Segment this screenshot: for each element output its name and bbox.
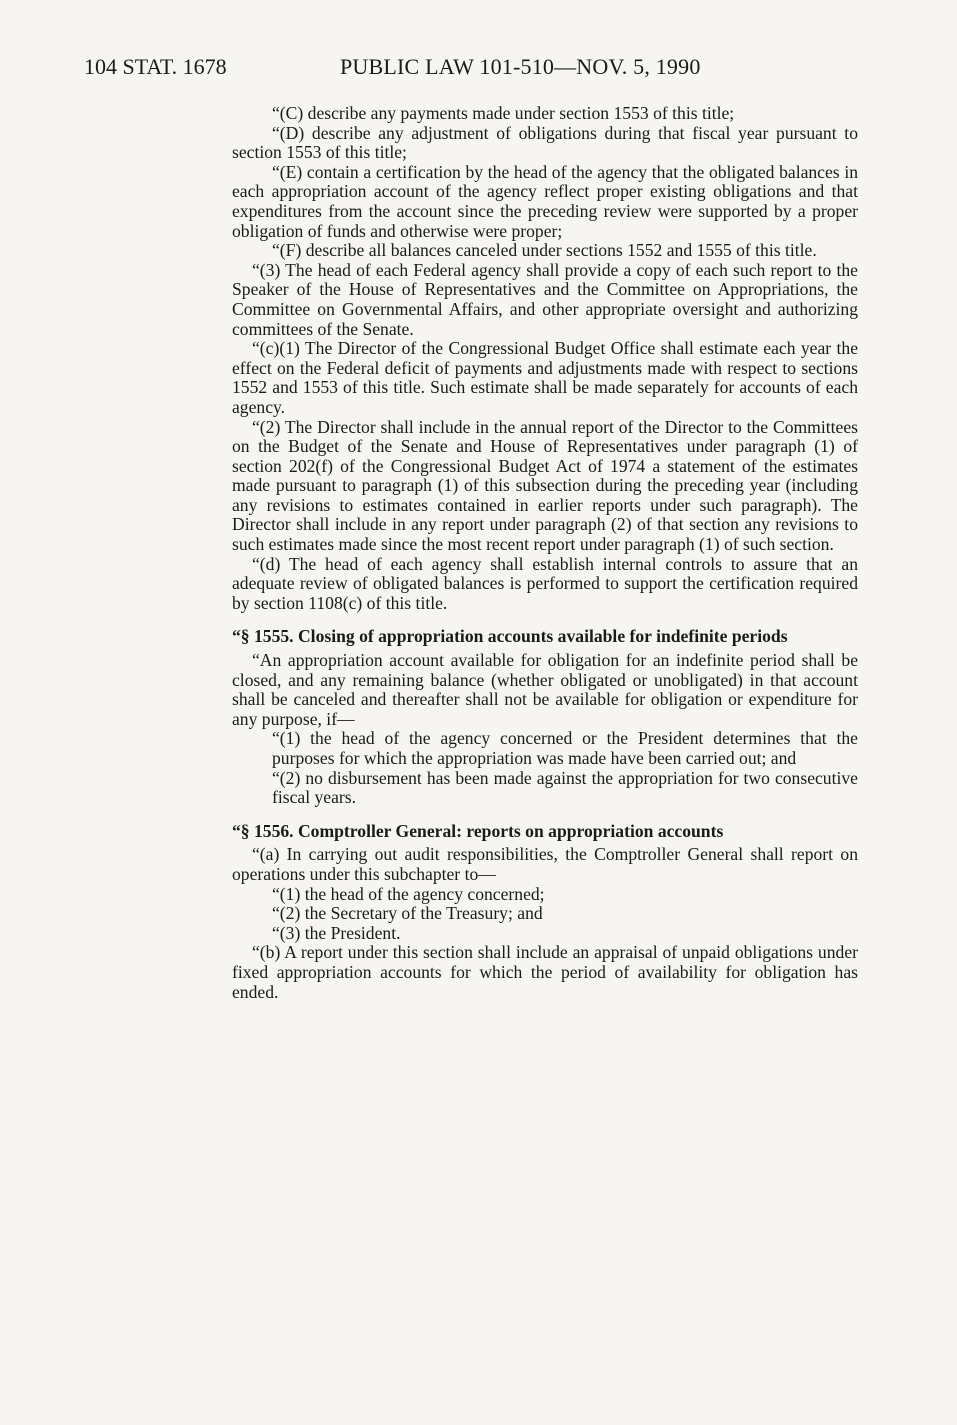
clause-f: “(F) describe all balances canceled under sections 1552 and 1555 of this title. — [272, 240, 817, 261]
public-law-title: PUBLIC LAW 101-510—NOV. 5, 1990 — [340, 54, 701, 79]
subsection-c-1: “(c)(1) The Director of the Congressional Budget Office shall estimate each year the effect on the Federal deficit of payments and adjustments made with respect to sections 1552 and 1553 of this title. Such estimate shall be made separately for accounts of each agency. — [232, 338, 858, 417]
clause-e: “(E) contain a certification by the head of the agency that the obligated balances in each appropriation account of the agency reflect proper existing obligations and that expenditures from the account since the preceding review were supported by a proper obligation of funds and otherwise were proper; — [232, 161, 858, 241]
clause-d: “(D) describe any adjustment of obligations during that fiscal year pursuant to section 1553 of this title; — [232, 122, 858, 163]
section-1556-item-1: “(1) the head of the agency concerned; — [272, 883, 545, 904]
section-1556-heading: “§ 1556. Comptroller General: reports on appropriation accounts — [232, 820, 724, 841]
paragraph-2: “(2) The Director shall include in the annual report of the Director to the Committees on the Budget of the Senate and House of Representatives under paragraph (1) of section 202(f) of the Congressional Budget Act of 1974 a statement of the estimates made pursuant to paragraph (1) of this subsection during the preceding year (including any revisions to estimates contained in earlier reports under such paragraph). The Director shall include in any report under paragraph (2) of that section any revisions to such estimates made since the most recent report under paragraph (1) of such section. — [232, 416, 858, 555]
section-1555-clause-1: “(1) the head of the agency concerned or the President determines that the purposes for which the appropriation was made have been carried out; and — [272, 728, 858, 768]
statute-reference: 104 STAT. 1678 — [84, 54, 227, 79]
section-1556-subsection-b: “(b) A report under this section shall include an appraisal of unpaid obligations under fixed appropriation accounts for which the period of availability for obligation has ended. — [232, 942, 858, 1002]
document-body — [232, 104, 858, 1002]
paragraph-3: “(3) The head of each Federal agency shall provide a copy of each such report to the Speaker of the House of Representatives and the Committee on Appropriations, the Committee on Governmental Affairs, and other appropriate oversight and authorizing committees of the Senate. — [232, 259, 858, 339]
clause-c: “(C) describe any payments made under section 1553 of this title; — [272, 103, 735, 123]
subsection-d: “(d) The head of each agency shall establish internal controls to assure that an adequate review of obligated balances is performed to support the certification required by section 1108(c) of this title. — [232, 553, 858, 613]
section-1555-clause-2: “(2) no disbursement has been made against the appropriation for two consecutive fiscal years. — [272, 767, 858, 808]
section-1555-text: “An appropriation account available for obligation for an indefinite period shall be closed, and any remaining balance (whether obligated or unobligated) in that account shall be canceled and thereafter shall not be available for obligation or expenditure for any purpose, if— — [232, 650, 858, 729]
section-1556-item-2: “(2) the Secretary of the Treasury; and — [272, 903, 543, 924]
section-1556-subsection-a: “(a) In carrying out audit responsibilities, the Comptroller General shall report on operations under this subchapter to— — [232, 844, 858, 884]
section-1556-item-3: “(3) the President. — [272, 922, 401, 943]
section-1555-heading: “§ 1555. Closing of appropriation accounts available for indefinite periods — [232, 626, 788, 647]
